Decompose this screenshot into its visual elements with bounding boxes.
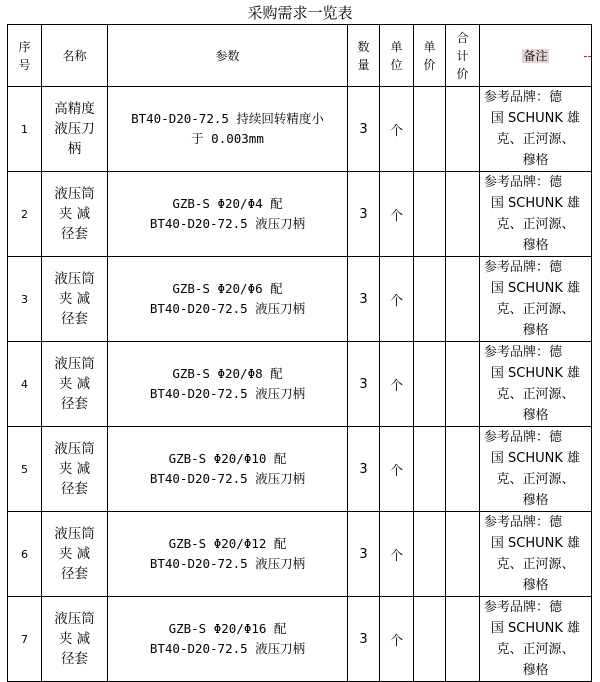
row-unit: 个	[380, 597, 414, 682]
header-index: 序 号	[8, 25, 42, 87]
row-params: BT40-D20-72.5 持续回转精度小 于 0.003mm	[108, 87, 348, 172]
row-unit: 个	[380, 427, 414, 512]
row-remark: 参考品牌：德 国 SCHUNK 雄 克、正河源、 穆格	[480, 87, 592, 172]
row-qty: 3	[348, 257, 380, 342]
row-index: 6	[8, 512, 42, 597]
table-row	[8, 427, 592, 512]
row-price	[414, 512, 446, 597]
header-name: 名称	[42, 25, 108, 87]
row-params: GZB-S Φ20/Φ12 配 BT40-D20-72.5 液压刀柄	[108, 512, 348, 597]
row-total	[446, 172, 480, 257]
row-index: 2	[8, 172, 42, 257]
row-index: 7	[8, 597, 42, 682]
row-price	[414, 427, 446, 512]
row-price	[414, 342, 446, 427]
row-name: 液压筒 夹 减 径套	[42, 427, 108, 512]
header-params: 参数	[108, 25, 348, 87]
row-price	[414, 597, 446, 682]
row-unit: 个	[380, 172, 414, 257]
row-remark: 参考品牌：德 国 SCHUNK 雄 克、正河源、 穆格	[480, 427, 592, 512]
table-row	[8, 342, 592, 427]
header-qty: 数 量	[348, 25, 380, 87]
row-params: GZB-S Φ20/Φ16 配 BT40-D20-72.5 液压刀柄	[108, 597, 348, 682]
row-remark: 参考品牌：德 国 SCHUNK 雄 克、正河源、 穆格	[480, 512, 592, 597]
row-unit: 个	[380, 342, 414, 427]
header-price: 单 价	[414, 25, 446, 87]
row-params: GZB-S Φ20/Φ6 配 BT40-D20-72.5 液压刀柄	[108, 257, 348, 342]
table-row	[8, 597, 592, 682]
row-name: 液压筒 夹 减 径套	[42, 342, 108, 427]
row-price	[414, 172, 446, 257]
row-qty: 3	[348, 597, 380, 682]
row-unit: 个	[380, 87, 414, 172]
row-params: GZB-S Φ20/Φ10 配 BT40-D20-72.5 液压刀柄	[108, 427, 348, 512]
header-unit: 单 位	[380, 25, 414, 87]
header-remark[interactable]	[480, 25, 592, 87]
row-params: GZB-S Φ20/Φ4 配 BT40-D20-72.5 液压刀柄	[108, 172, 348, 257]
row-qty: 3	[348, 87, 380, 172]
row-total	[446, 87, 480, 172]
row-name: 液压筒 夹 减 径套	[42, 172, 108, 257]
row-total	[446, 257, 480, 342]
row-index: 5	[8, 427, 42, 512]
row-index: 4	[8, 342, 42, 427]
procurement-table	[7, 24, 592, 682]
row-name: 液压筒 夹 减 径套	[42, 257, 108, 342]
row-total	[446, 342, 480, 427]
row-params: GZB-S Φ20/Φ8 配 BT40-D20-72.5 液压刀柄	[108, 342, 348, 427]
row-qty: 3	[348, 342, 380, 427]
table-row	[8, 257, 592, 342]
row-name: 液压筒 夹 减 径套	[42, 597, 108, 682]
row-price	[414, 257, 446, 342]
row-qty: 3	[348, 512, 380, 597]
row-total	[446, 597, 480, 682]
row-total	[446, 427, 480, 512]
row-remark: 参考品牌：德 国 SCHUNK 雄 克、正河源、 穆格	[480, 257, 592, 342]
row-price	[414, 87, 446, 172]
table-row	[8, 87, 592, 172]
row-unit: 个	[380, 512, 414, 597]
row-index: 3	[8, 257, 42, 342]
row-remark: 参考品牌：德 国 SCHUNK 雄 克、正河源、 穆格	[480, 172, 592, 257]
table-header-row	[8, 25, 592, 87]
row-unit: 个	[380, 257, 414, 342]
comment-connector-line	[584, 56, 592, 57]
table-row	[8, 172, 592, 257]
row-qty: 3	[348, 172, 380, 257]
row-remark: 参考品牌：德 国 SCHUNK 雄 克、正河源、 穆格	[480, 342, 592, 427]
row-remark: 参考品牌：德 国 SCHUNK 雄 克、正河源、 穆格	[480, 597, 592, 682]
row-index: 1	[8, 87, 42, 172]
table-row	[8, 512, 592, 597]
row-qty: 3	[348, 427, 380, 512]
row-name: 高精度 液压刀 柄	[42, 87, 108, 172]
row-total	[446, 512, 480, 597]
document-title: 采购需求一览表	[247, 4, 353, 22]
header-total: 合 计 价	[446, 25, 480, 87]
header-remark-label: 备注	[523, 48, 548, 63]
row-name: 液压筒 夹 减 径套	[42, 512, 108, 597]
